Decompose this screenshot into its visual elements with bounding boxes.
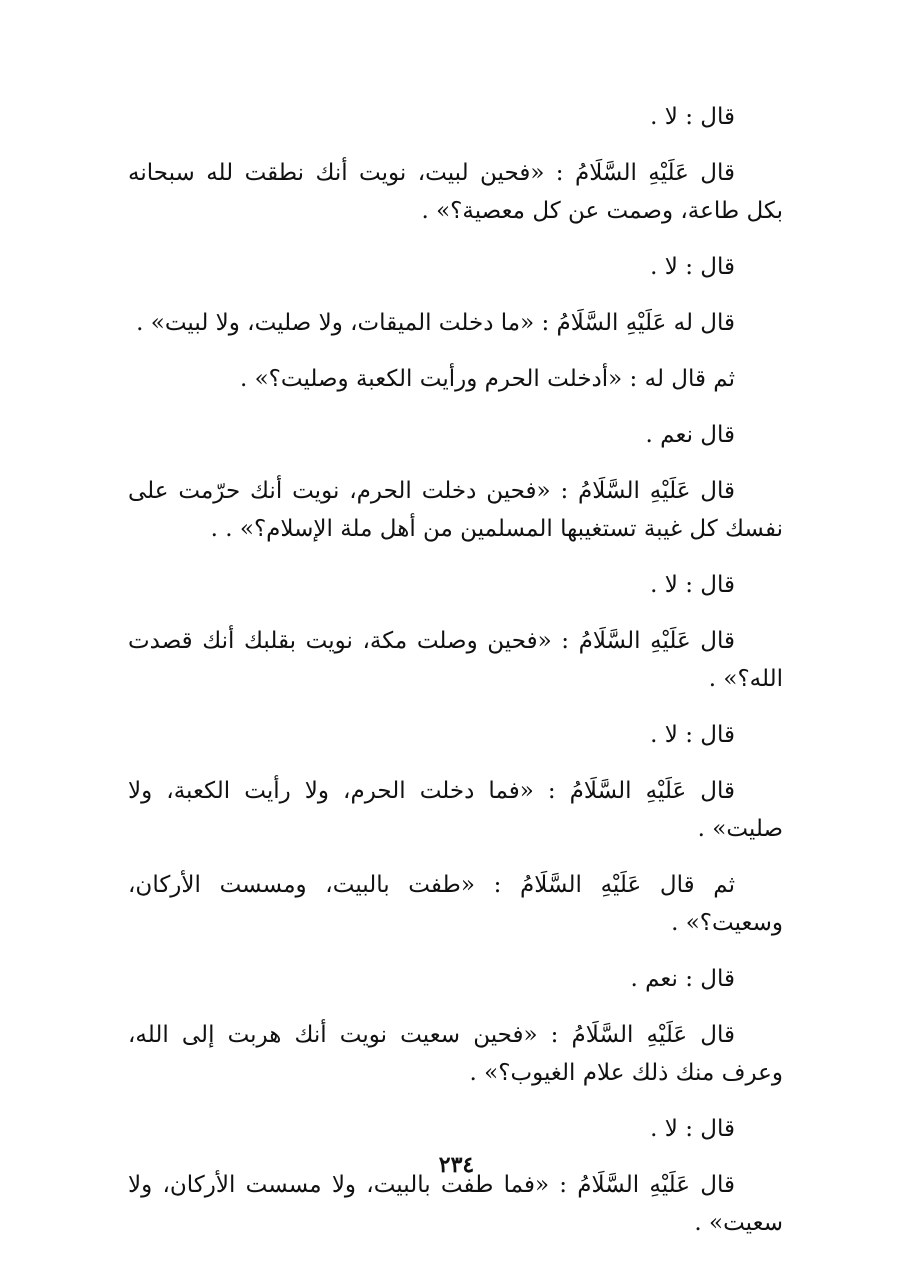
paragraph: قال عَلَيْهِ السَّلَامُ : «فما طفت بالبيت، ولا مسست الأركان، ولا سعيت» . xyxy=(128,1172,783,1236)
paragraph: قال : لا . xyxy=(650,722,735,748)
paragraph: قال عَلَيْهِ السَّلَامُ : «فحين دخلت الحرم، نويت أنك حرّمت على نفسك كل غيبة تستغيبها المسلمين من أهل ملة الإسلام؟» . . xyxy=(128,478,783,542)
paragraph: قال : لا . xyxy=(650,104,735,130)
paragraph: قال عَلَيْهِ السَّلَامُ : «فحين سعيت نويت أنك هربت إلى الله، وعرف منك ذلك علام الغيوب؟» . xyxy=(128,1022,783,1086)
paragraph: قال نعم . xyxy=(645,422,735,448)
paragraph: قال : لا . xyxy=(650,254,735,280)
page-number: ٢٣٤ xyxy=(438,1152,475,1178)
paragraph: ثم قال له : «أدخلت الحرم ورأيت الكعبة وصليت؟» . xyxy=(239,366,735,392)
paragraph: قال عَلَيْهِ السَّلَامُ : «فحين لبيت، نويت أنك نطقت لله سبحانه بكل طاعة، وصمت عن كل معصية؟» . xyxy=(128,160,783,224)
paragraph: قال : نعم . xyxy=(630,966,735,992)
page-body xyxy=(128,98,783,1260)
paragraph: قال : لا . xyxy=(650,572,735,598)
paragraph: قال : لا . xyxy=(650,1116,735,1142)
paragraph: قال له عَلَيْهِ السَّلَامُ : «ما دخلت الميقات، ولا صليت، ولا لبيت» . xyxy=(136,310,735,336)
paragraph: قال عَلَيْهِ السَّلَامُ : «فحين وصلت مكة، نويت بقلبك أنك قصدت الله؟» . xyxy=(128,628,783,692)
paragraph: ثم قال عَلَيْهِ السَّلَامُ : «طفت بالبيت، ومسست الأركان، وسعيت؟» . xyxy=(128,872,783,936)
paragraph: قال عَلَيْهِ السَّلَامُ : «فما دخلت الحرم، ولا رأيت الكعبة، ولا صليت» . xyxy=(128,778,783,842)
